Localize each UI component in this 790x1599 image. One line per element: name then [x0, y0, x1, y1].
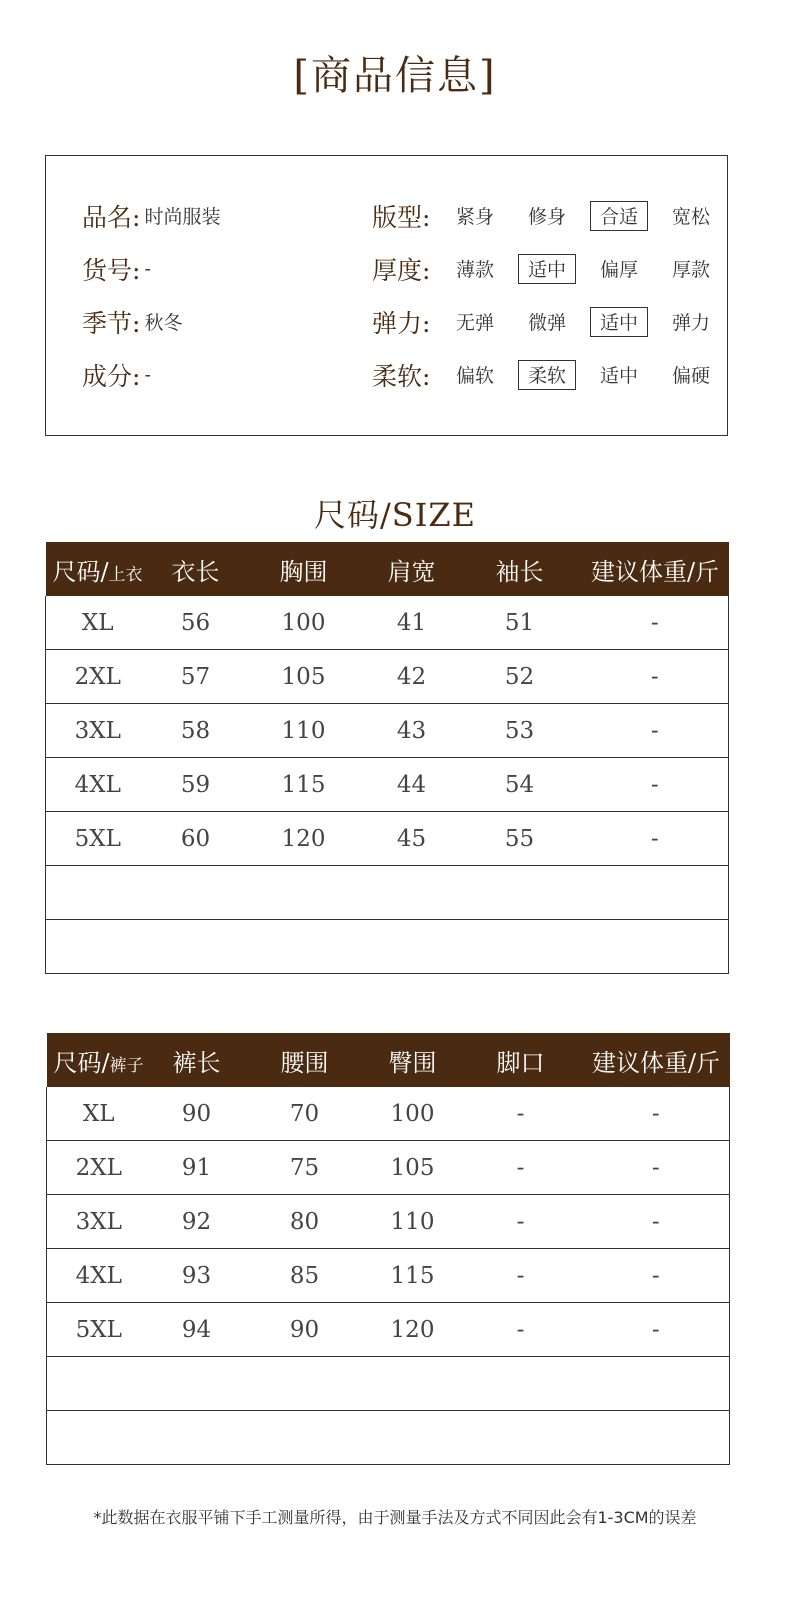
- size-header-label: 尺码/: [52, 557, 109, 586]
- attribute-option: 修身: [527, 206, 566, 228]
- table-cell: 42: [366, 650, 458, 704]
- attribute-option-selected: 适中: [590, 307, 648, 337]
- info-field-label: 货号:: [82, 255, 141, 285]
- table-cell: 59: [150, 758, 242, 812]
- table-cell: 60: [150, 812, 242, 866]
- info-field-value: 秋冬: [144, 312, 183, 334]
- info-field-value: -: [144, 363, 151, 386]
- info-field-label: 季节:: [82, 308, 141, 338]
- table-cell: -: [583, 1249, 730, 1303]
- table-cell: [242, 866, 366, 920]
- table-row: [46, 758, 729, 812]
- table-cell: [367, 1411, 459, 1465]
- table-cell: [243, 1411, 367, 1465]
- table-row: [47, 1141, 730, 1195]
- info-field-row: [82, 242, 220, 295]
- table-cell: 45: [366, 812, 458, 866]
- table-cell: 110: [367, 1195, 459, 1249]
- table-cell: 105: [367, 1141, 459, 1195]
- table-cell: [583, 1411, 730, 1465]
- table-row: [46, 866, 729, 920]
- attribute-option: 微弹: [527, 312, 566, 334]
- table-cell: -: [582, 704, 729, 758]
- table-cell: 4XL: [46, 758, 150, 812]
- table-cell: -: [582, 596, 729, 650]
- table-cell: 57: [150, 650, 242, 704]
- table-cell: 100: [242, 596, 366, 650]
- table-cell: [582, 920, 729, 974]
- attribute-row: [372, 348, 734, 401]
- attribute-row: [372, 295, 734, 348]
- attribute-row: [372, 189, 734, 242]
- table-row: [46, 704, 729, 758]
- table-row: [46, 650, 729, 704]
- table-row: [47, 1357, 730, 1411]
- table-cell: 90: [151, 1087, 243, 1141]
- product-fields: [82, 189, 220, 401]
- attribute-row: [372, 242, 734, 295]
- table-cell: 120: [242, 812, 366, 866]
- table-cell: [242, 920, 366, 974]
- table-cell: -: [583, 1141, 730, 1195]
- table-cell: 43: [366, 704, 458, 758]
- table-header-row: [46, 542, 729, 596]
- size-header-sub: 上衣: [108, 564, 143, 585]
- column-header: 袖长: [458, 542, 582, 596]
- size-section-title: 尺码/SIZE: [314, 496, 476, 534]
- table-cell: [367, 1357, 459, 1411]
- table-cell: [458, 866, 582, 920]
- table-row: [47, 1411, 730, 1465]
- column-header: 肩宽: [366, 542, 458, 596]
- table-header-row: [47, 1033, 730, 1087]
- table-row: [46, 812, 729, 866]
- table-cell: [151, 1411, 243, 1465]
- table-row: [46, 596, 729, 650]
- table-cell: [582, 866, 729, 920]
- top-size-table: [45, 542, 729, 974]
- table-row: [46, 920, 729, 974]
- attribute-option: 薄款: [455, 259, 494, 281]
- table-cell: -: [459, 1087, 583, 1141]
- info-field-label: 成分:: [82, 361, 141, 391]
- table-cell: [459, 1357, 583, 1411]
- table-cell: XL: [46, 596, 150, 650]
- table-cell: 120: [367, 1303, 459, 1357]
- size-header-sub: 裤子: [109, 1055, 144, 1076]
- table-cell: 85: [243, 1249, 367, 1303]
- page-title: [商品信息]: [293, 53, 497, 99]
- table-cell: 44: [366, 758, 458, 812]
- table-cell: 91: [151, 1141, 243, 1195]
- product-attributes: [372, 189, 734, 401]
- table-cell: 115: [242, 758, 366, 812]
- product-info-box: [45, 155, 728, 436]
- table-cell: 41: [366, 596, 458, 650]
- table-cell: 90: [243, 1303, 367, 1357]
- table-cell: XL: [47, 1087, 151, 1141]
- column-header: 臀围: [367, 1033, 459, 1087]
- column-header: 建议体重/斤: [582, 542, 729, 596]
- table-cell: -: [583, 1087, 730, 1141]
- table-cell: -: [459, 1303, 583, 1357]
- attribute-option-selected: 适中: [518, 254, 576, 284]
- info-field-row: [82, 348, 220, 401]
- attribute-option-selected: 合适: [590, 201, 648, 231]
- table-cell: -: [582, 650, 729, 704]
- table-cell: [150, 920, 242, 974]
- table-cell: [459, 1411, 583, 1465]
- table-row: [47, 1087, 730, 1141]
- attribute-option-selected: 柔软: [518, 360, 576, 390]
- column-header: 腰围: [243, 1033, 367, 1087]
- column-header: 脚口: [459, 1033, 583, 1087]
- table-cell: [47, 1411, 151, 1465]
- table-cell: 54: [458, 758, 582, 812]
- table-cell: 2XL: [46, 650, 150, 704]
- table-cell: 110: [242, 704, 366, 758]
- table-cell: 94: [151, 1303, 243, 1357]
- attribute-option: 无弹: [455, 312, 494, 334]
- info-field-label: 品名:: [82, 202, 141, 232]
- info-field-value: -: [144, 257, 151, 280]
- table-cell: [47, 1357, 151, 1411]
- table-row: [47, 1195, 730, 1249]
- table-cell: [366, 920, 458, 974]
- table-cell: 5XL: [47, 1303, 151, 1357]
- table-cell: 92: [151, 1195, 243, 1249]
- attribute-label: 厚度:: [372, 255, 431, 285]
- table-cell: [151, 1357, 243, 1411]
- table-cell: 58: [150, 704, 242, 758]
- table-cell: -: [459, 1249, 583, 1303]
- table-cell: 4XL: [47, 1249, 151, 1303]
- info-field-row: [82, 295, 220, 348]
- attribute-label: 柔软:: [372, 361, 431, 391]
- table-cell: 75: [243, 1141, 367, 1195]
- info-field-value: 时尚服装: [144, 206, 221, 228]
- table-cell: -: [459, 1195, 583, 1249]
- table-cell: [583, 1357, 730, 1411]
- size-header-label: 尺码/: [53, 1048, 110, 1077]
- attribute-option: 厚款: [671, 259, 710, 281]
- table-cell: 80: [243, 1195, 367, 1249]
- table-cell: [366, 866, 458, 920]
- table-cell: 3XL: [46, 704, 150, 758]
- attribute-label: 版型:: [372, 202, 431, 232]
- table-cell: 115: [367, 1249, 459, 1303]
- table-cell: -: [582, 812, 729, 866]
- table-cell: [243, 1357, 367, 1411]
- table-cell: [150, 866, 242, 920]
- table-cell: 3XL: [47, 1195, 151, 1249]
- table-cell: 93: [151, 1249, 243, 1303]
- pants-size-table: [46, 1033, 730, 1465]
- table-cell: 53: [458, 704, 582, 758]
- table-cell: 70: [243, 1087, 367, 1141]
- table-cell: 52: [458, 650, 582, 704]
- attribute-option: 紧身: [455, 206, 494, 228]
- table-cell: 105: [242, 650, 366, 704]
- attribute-option: 弹力: [671, 312, 710, 334]
- column-header: 裤长: [151, 1033, 243, 1087]
- table-row: [47, 1249, 730, 1303]
- table-cell: 5XL: [46, 812, 150, 866]
- table-cell: -: [459, 1141, 583, 1195]
- attribute-option: 偏软: [455, 365, 494, 387]
- table-cell: [46, 920, 150, 974]
- table-cell: -: [583, 1303, 730, 1357]
- attribute-label: 弹力:: [372, 308, 431, 338]
- table-cell: 51: [458, 596, 582, 650]
- info-field-row: [82, 189, 220, 242]
- attribute-option: 宽松: [671, 206, 710, 228]
- attribute-option: 适中: [599, 365, 638, 387]
- table-cell: -: [583, 1195, 730, 1249]
- table-cell: -: [582, 758, 729, 812]
- table-cell: [46, 866, 150, 920]
- table-cell: [458, 920, 582, 974]
- column-header: 衣长: [150, 542, 242, 596]
- attribute-option: 偏厚: [599, 259, 638, 281]
- table-cell: 56: [150, 596, 242, 650]
- attribute-option: 偏硬: [671, 365, 710, 387]
- table-cell: 2XL: [47, 1141, 151, 1195]
- column-header: 建议体重/斤: [583, 1033, 730, 1087]
- column-header: 胸围: [242, 542, 366, 596]
- footnote: *此数据在衣服平铺下手工测量所得，由于测量手法及方式不同因此会有1-3CM的误差: [93, 1508, 697, 1527]
- table-cell: 100: [367, 1087, 459, 1141]
- size-column-header: [47, 1033, 151, 1087]
- table-cell: 55: [458, 812, 582, 866]
- table-row: [47, 1303, 730, 1357]
- size-column-header: [46, 542, 150, 596]
